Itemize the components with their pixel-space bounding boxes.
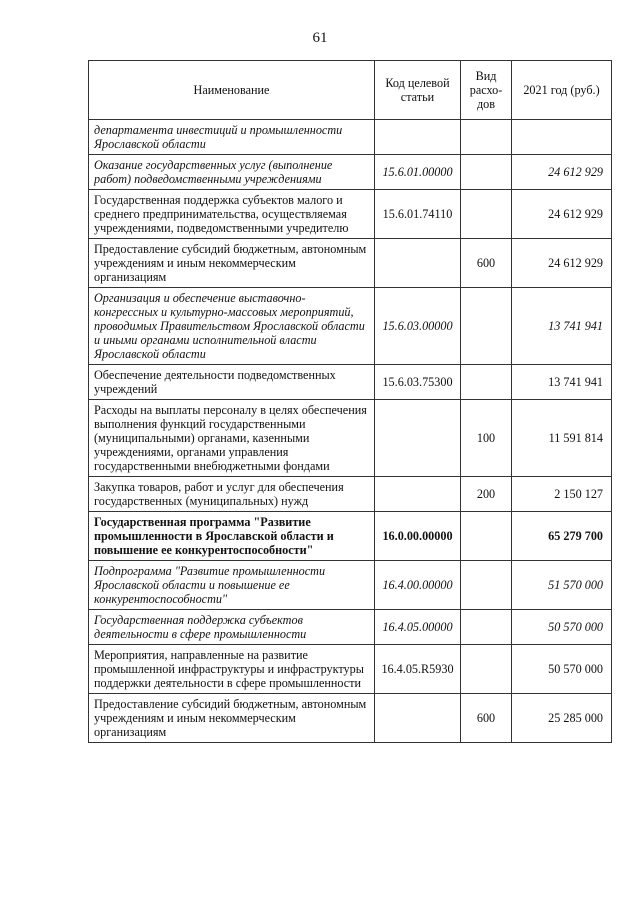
row-sum-cell: 51 570 000 bbox=[512, 561, 612, 610]
row-name-cell: Государственная поддержка субъектов деятельности в сфере промышленности bbox=[89, 610, 375, 645]
row-code-cell bbox=[375, 239, 461, 288]
row-code-cell: 15.6.03.00000 bbox=[375, 288, 461, 365]
row-type-cell bbox=[461, 561, 512, 610]
table-row bbox=[89, 400, 612, 477]
row-sum-cell: 24 612 929 bbox=[512, 239, 612, 288]
row-type-cell: 600 bbox=[461, 694, 512, 743]
table-header-row bbox=[89, 61, 612, 120]
row-sum-cell: 25 285 000 bbox=[512, 694, 612, 743]
table-row bbox=[89, 477, 612, 512]
budget-table bbox=[88, 60, 612, 743]
row-name-cell: Закупка товаров, работ и услуг для обеспечения государственных (муниципальных) нужд bbox=[89, 477, 375, 512]
row-name-cell: Мероприятия, направленные на развитие промышленной инфраструктуры и инфраструктуры поддержки деятельности в сфере промышленности bbox=[89, 645, 375, 694]
header-sum: 2021 год (руб.) bbox=[512, 61, 612, 120]
row-type-cell bbox=[461, 645, 512, 694]
header-name: Наименование bbox=[89, 61, 375, 120]
row-sum-cell: 50 570 000 bbox=[512, 610, 612, 645]
row-type-cell bbox=[461, 610, 512, 645]
row-type-cell bbox=[461, 120, 512, 155]
row-code-cell: 15.6.03.75300 bbox=[375, 365, 461, 400]
row-type-cell bbox=[461, 512, 512, 561]
row-sum-cell: 24 612 929 bbox=[512, 155, 612, 190]
row-code-cell: 16.0.00.00000 bbox=[375, 512, 461, 561]
table-row bbox=[89, 239, 612, 288]
row-type-cell bbox=[461, 288, 512, 365]
table-row bbox=[89, 155, 612, 190]
row-code-cell: 16.4.05.00000 bbox=[375, 610, 461, 645]
table-row bbox=[89, 512, 612, 561]
table-row bbox=[89, 561, 612, 610]
row-sum-cell: 13 741 941 bbox=[512, 288, 612, 365]
page-number: 61 bbox=[312, 30, 328, 46]
row-sum-cell: 2 150 127 bbox=[512, 477, 612, 512]
row-name-cell: Предоставление субсидий бюджетным, автономным учреждениям и иным некоммерческим организациям bbox=[89, 694, 375, 743]
row-name-cell: Оказание государственных услуг (выполнение работ) подведомственными учреждениями bbox=[89, 155, 375, 190]
row-code-cell bbox=[375, 694, 461, 743]
row-sum-cell: 65 279 700 bbox=[512, 512, 612, 561]
row-sum-cell: 50 570 000 bbox=[512, 645, 612, 694]
row-sum-cell bbox=[512, 120, 612, 155]
row-code-cell bbox=[375, 120, 461, 155]
row-code-cell bbox=[375, 477, 461, 512]
row-type-cell: 100 bbox=[461, 400, 512, 477]
row-sum-cell: 24 612 929 bbox=[512, 190, 612, 239]
row-type-cell: 200 bbox=[461, 477, 512, 512]
row-type-cell bbox=[461, 155, 512, 190]
table-body bbox=[89, 120, 612, 743]
row-type-cell bbox=[461, 190, 512, 239]
row-sum-cell: 11 591 814 bbox=[512, 400, 612, 477]
row-name-cell: Расходы на выплаты персоналу в целях обеспечения выполнения функций государственными (муниципальными) органами, казенными учреждениями, органами управления государственными внебюджетными фондами bbox=[89, 400, 375, 477]
table-row bbox=[89, 190, 612, 239]
row-name-cell: Государственная поддержка субъектов малого и среднего предпринимательства, осуществляемая учреждениями, подведомственными учредителю bbox=[89, 190, 375, 239]
row-name-cell: департамента инвестиций и промышленности Ярославской области bbox=[89, 120, 375, 155]
header-type: Вид расхо-дов bbox=[461, 61, 512, 120]
row-code-cell: 16.4.00.00000 bbox=[375, 561, 461, 610]
row-type-cell bbox=[461, 365, 512, 400]
table-row bbox=[89, 694, 612, 743]
row-type-cell: 600 bbox=[461, 239, 512, 288]
table-row bbox=[89, 120, 612, 155]
row-name-cell: Подпрограмма "Развитие промышленности Ярославской области и повышение ее конкурентоспособности" bbox=[89, 561, 375, 610]
row-code-cell: 16.4.05.R5930 bbox=[375, 645, 461, 694]
header-code: Код целевой статьи bbox=[375, 61, 461, 120]
table-row bbox=[89, 645, 612, 694]
row-code-cell bbox=[375, 400, 461, 477]
table-row bbox=[89, 365, 612, 400]
row-name-cell: Организация и обеспечение выставочно-конгрессных и культурно-массовых мероприятий, проводимых Правительством Ярославской области и иными органами исполнительной власти Ярославской области bbox=[89, 288, 375, 365]
table-row bbox=[89, 288, 612, 365]
table-row bbox=[89, 610, 612, 645]
row-name-cell: Предоставление субсидий бюджетным, автономным учреждениям и иным некоммерческим организациям bbox=[89, 239, 375, 288]
row-code-cell: 15.6.01.74110 bbox=[375, 190, 461, 239]
row-code-cell: 15.6.01.00000 bbox=[375, 155, 461, 190]
row-name-cell: Обеспечение деятельности подведомственных учреждений bbox=[89, 365, 375, 400]
row-sum-cell: 13 741 941 bbox=[512, 365, 612, 400]
row-name-cell: Государственная программа "Развитие промышленности в Ярославской области и повышение ее конкурентоспособности" bbox=[89, 512, 375, 561]
